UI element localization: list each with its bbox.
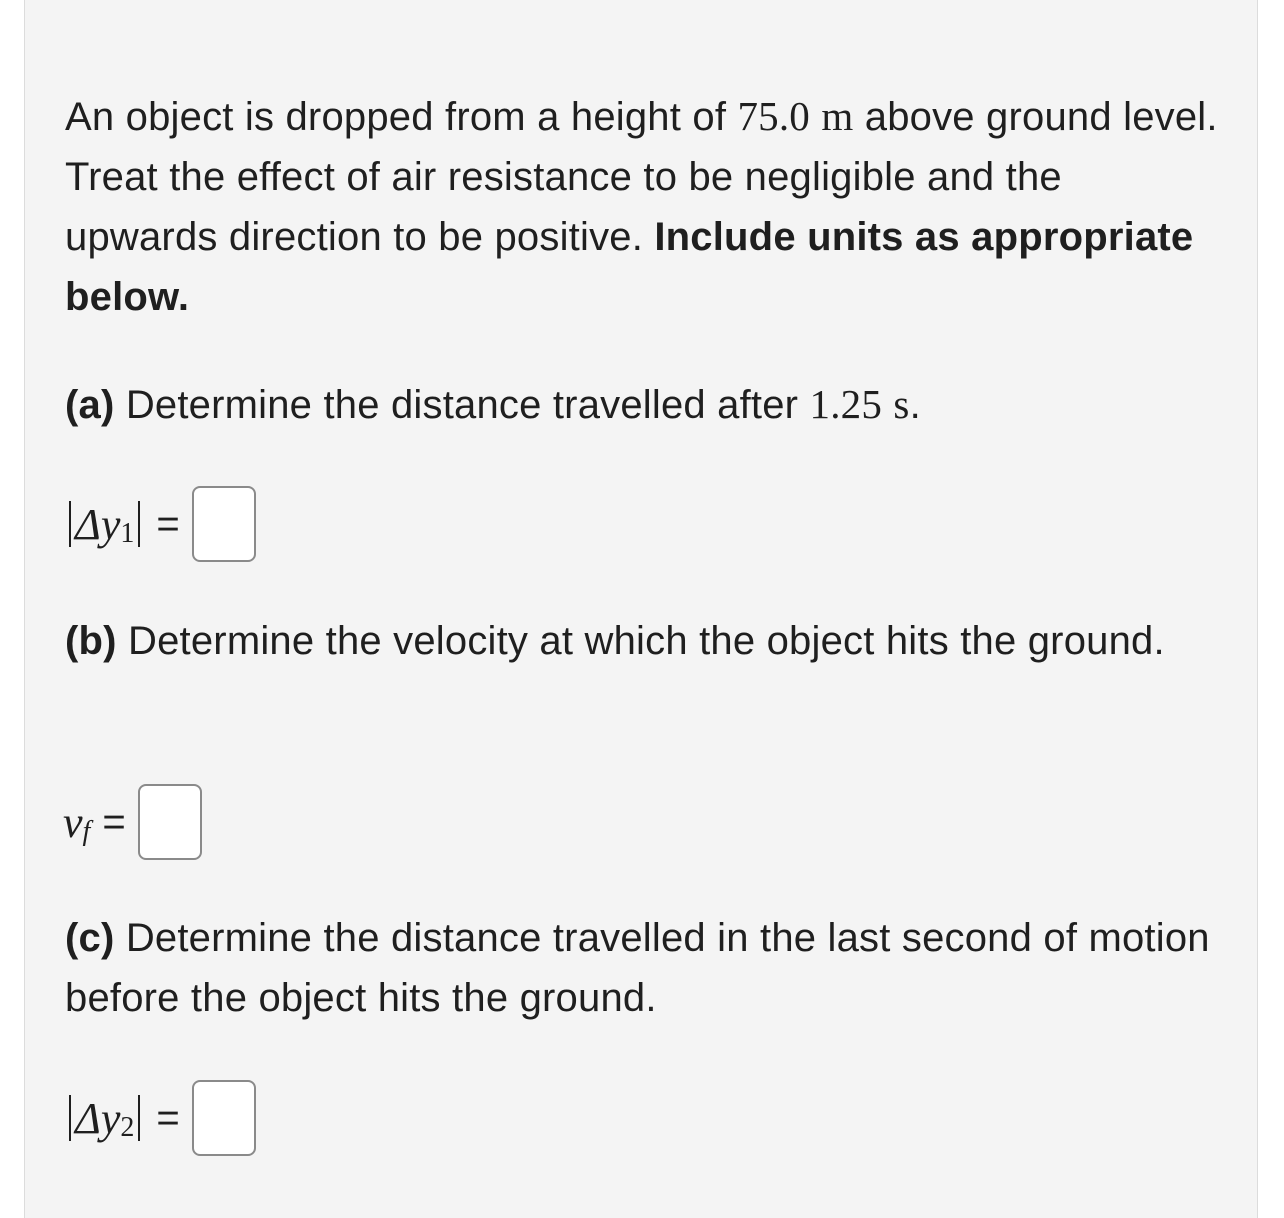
question-card <box>24 0 1258 1218</box>
intro-text-continued: above ground level. Treat the effect of air resistance to be negligible and the upwards direction to be positive. <box>65 95 1218 259</box>
intro-text: An object is dropped from a height of <box>65 95 738 139</box>
height-value: 75.0 <box>737 93 811 139</box>
part-b-answer-input[interactable] <box>138 784 202 860</box>
part-b-subscript: f <box>82 816 91 847</box>
part-b-variable <box>65 797 90 848</box>
part-a-subscript: 1 <box>120 518 135 549</box>
part-a-label: (a) <box>65 383 115 427</box>
height-unit: m <box>821 93 854 139</box>
delta-y-symbol: Δy <box>75 1093 121 1143</box>
equals-sign: = <box>156 501 180 546</box>
time-value: 1.25 <box>809 381 883 427</box>
part-a-answer-row <box>65 484 256 564</box>
problem-statement <box>65 86 1225 327</box>
abs-bar-right <box>138 1095 140 1141</box>
part-c-text: Determine the distance travelled in the last second of motion before the object hits the ground. <box>65 916 1210 1020</box>
time-unit: s <box>893 381 910 427</box>
equals-sign: = <box>156 1095 180 1140</box>
part-c-subscript: 2 <box>120 1112 135 1143</box>
part-a-variable <box>65 499 144 550</box>
part-b-prompt <box>65 611 1225 671</box>
abs-bar-left <box>69 1095 71 1141</box>
part-b-text: Determine the velocity at which the object hits the ground. <box>116 619 1165 663</box>
v-symbol: v <box>63 797 83 847</box>
part-c-answer-row <box>65 1078 256 1158</box>
part-a-answer-input[interactable] <box>192 486 256 562</box>
abs-bar-right <box>138 501 140 547</box>
equals-sign: = <box>102 799 126 844</box>
part-c-variable <box>65 1093 144 1144</box>
part-c-prompt <box>65 908 1225 1028</box>
abs-bar-left <box>69 501 71 547</box>
part-a-text: Determine the distance travelled after <box>114 383 810 427</box>
delta-y-symbol: Δy <box>75 499 121 549</box>
part-c-answer-input[interactable] <box>192 1080 256 1156</box>
part-b-answer-row <box>65 782 202 862</box>
part-a-period: . <box>909 383 921 427</box>
part-c-label: (c) <box>65 916 115 960</box>
part-b-label: (b) <box>65 619 117 663</box>
units-instruction: Include units as appropriate below. <box>65 215 1194 319</box>
part-a-prompt <box>65 374 1225 435</box>
